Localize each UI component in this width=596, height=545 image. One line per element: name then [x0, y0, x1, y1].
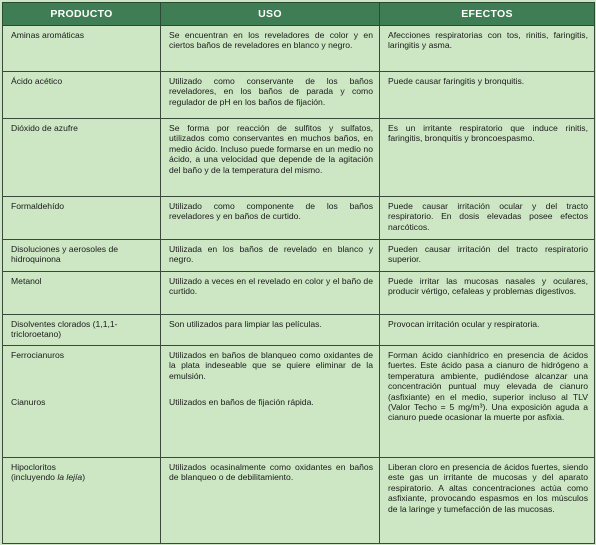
table-row: [3, 315, 595, 346]
efectos-cell: Pueden causar irritación del tracto respiratorio superior.: [380, 240, 595, 272]
uso-cell: Son utilizados para limpiar las películas.: [161, 315, 380, 346]
uso-cell: Se forma por reacción de sulfitos y sulfatos, utilizados como conservantes en muchos baños, en medio ácido. Incluso puede formarse en un medio no ácido, a una velocidad que depende de la agitación del baño y de la temperatura del mismo.: [161, 119, 380, 197]
producto-cell: Disolventes clorados (1,1,1-tricloroetano): [3, 315, 161, 346]
producto-note-italic: la lejía: [57, 472, 83, 483]
producto-cell: Metanol: [3, 272, 161, 315]
producto-hipocloritos: Hipocloritos: [11, 462, 56, 472]
chemical-hazards-table: [2, 2, 595, 544]
header-efectos: EFECTOS: [380, 3, 595, 26]
efectos-cell: Forman ácido cianhídrico en presencia de ácidos fuertes. Este ácido pasa a cianuro de hidrógeno a temperatura ambiente, pudiéndose alcanzar una concentración puntual muy elevada de cianuro (asfixiante) en el medio, superior incluso al TLV (Valor Techo = 5 mg/m³). Una exposición aguda a cianuro puede ocasionar la muerte por asfixia.: [380, 346, 595, 458]
table-row: [3, 197, 595, 240]
uso-cell: Utilizado como componente de los baños reveladores y en baños de curtido.: [161, 197, 380, 240]
efectos-cell: Es un irritante respiratorio que induce rinitis, faringitis, bronquitis y broncoespasmo.: [380, 119, 595, 197]
efectos-cell: Liberan cloro en presencia de ácidos fuertes, siendo este gas un irritante de mucosas y del aparato respiratorio. A altas concentraciones actúa como asfixiante, provocando espasmos en los músculos de la laringe y tumefacción de las mucosas.: [380, 458, 595, 544]
efectos-cell: Provocan irritación ocular y respiratoria.: [380, 315, 595, 346]
producto-cell: Ácido acético: [3, 72, 161, 119]
producto-cell: Formaldehído: [3, 197, 161, 240]
table-row: [3, 240, 595, 272]
table-row: [3, 72, 595, 119]
header-producto: PRODUCTO: [3, 3, 161, 26]
efectos-cell: Afecciones respiratorias con tos, rinitis, faringitis, laringitis y asma.: [380, 26, 595, 72]
producto-ferrocianuros: Ferrocianuros: [11, 350, 65, 360]
uso-cell: [161, 346, 380, 458]
efectos-cell: Puede causar irritación ocular y del tracto respiratorio. En dosis elevadas posee efectos narcóticos.: [380, 197, 595, 240]
table-row: [3, 458, 595, 544]
uso-cell: Utilizados ocasinalmente como oxidantes en baños de blanqueo o de debilitamiento.: [161, 458, 380, 544]
producto-cell: [3, 458, 161, 544]
efectos-cell: Puede irritar las mucosas nasales y oculares, producir vértigo, cefaleas y problemas digestivos.: [380, 272, 595, 315]
producto-cell: Dióxido de azufre: [3, 119, 161, 197]
producto-cell: [3, 346, 161, 458]
producto-cell: Aminas aromáticas: [3, 26, 161, 72]
uso-cianuros: Utilizados en baños de fijación rápida.: [169, 397, 314, 408]
uso-ferrocianuros: Utilizados en baños de blanqueo como oxidantes de la plata indeseable que se quiere eliminar de la emulsión.: [169, 350, 373, 381]
table-row: [3, 119, 595, 197]
uso-cell: Utilizado como conservante de los baños reveladores, en los baños de parada y como regulador de pH en los baños de fijación.: [161, 72, 380, 119]
table-row: [3, 26, 595, 72]
producto-note-prefix: (incluyendo: [11, 472, 58, 483]
producto-cell: Disoluciones y aerosoles de hidroquinona: [3, 240, 161, 272]
efectos-cell: Puede causar faringitis y bronquitis.: [380, 72, 595, 119]
header-row: [3, 3, 595, 26]
uso-cell: Se encuentran en los reveladores de color y en ciertos baños de reveladores en blanco y negro.: [161, 26, 380, 72]
producto-note-suffix: ): [82, 472, 86, 483]
producto-cianuros: Cianuros: [11, 397, 46, 408]
uso-cell: Utilizada en los baños de revelado en blanco y negro.: [161, 240, 380, 272]
table-row: [3, 346, 595, 458]
uso-cell: Utilizado a veces en el revelado en color y el baño de curtido.: [161, 272, 380, 315]
header-uso: USO: [161, 3, 380, 26]
table-row: [3, 272, 595, 315]
